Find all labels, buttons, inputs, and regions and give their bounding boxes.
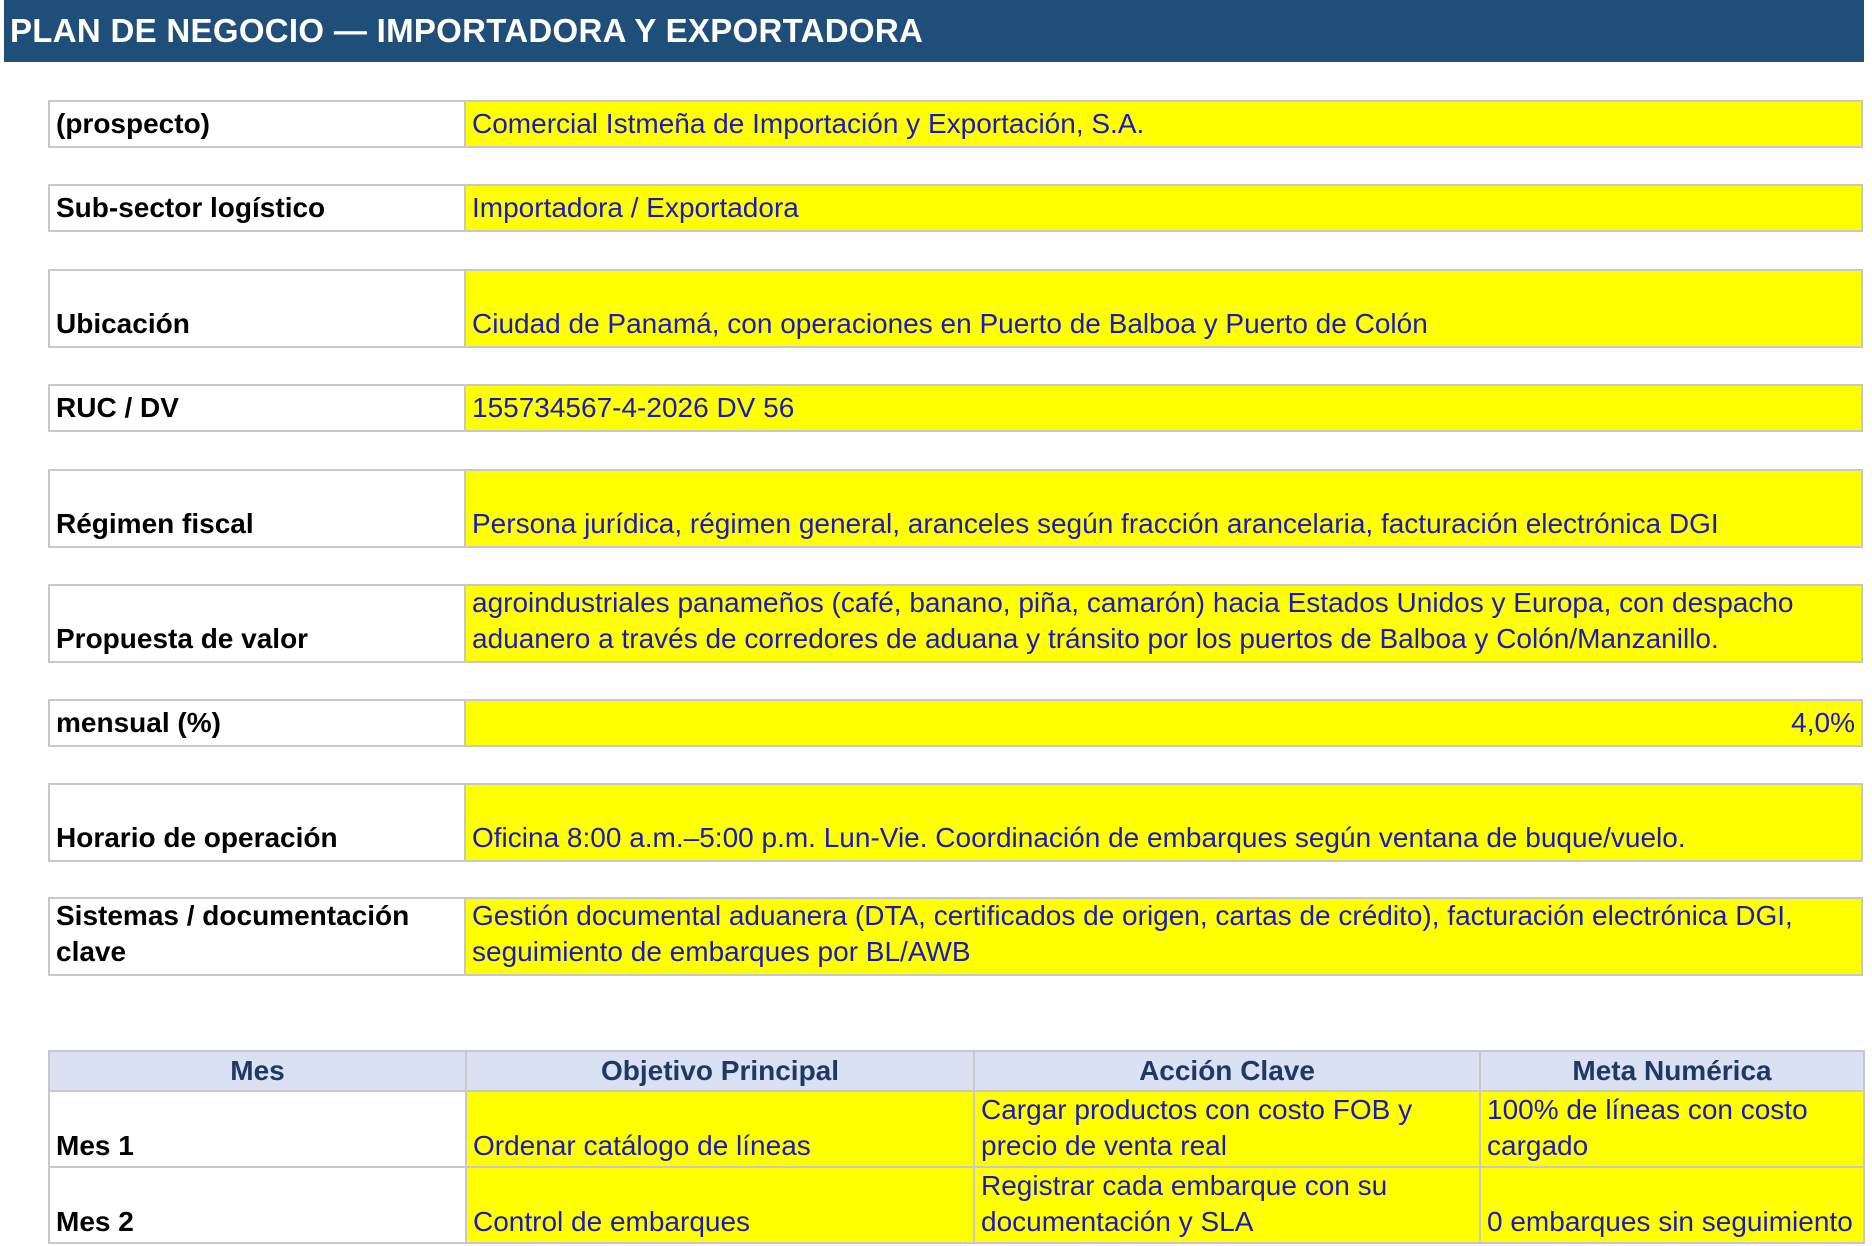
column-header-objective: Objetivo Principal	[466, 1051, 974, 1091]
field-value-monthly[interactable]: 4,0%	[466, 701, 1861, 745]
cell-objective[interactable]: Control de embarques	[466, 1167, 974, 1243]
field-label-ruc: RUC / DV	[50, 386, 466, 430]
field-value-tax-regime[interactable]: Persona jurídica, régimen general, aranceles según fracción arancelaria, facturación electrónica DGI	[466, 471, 1861, 546]
cell-month: Mes 1	[49, 1091, 466, 1167]
field-row-tax-regime	[48, 469, 1863, 548]
column-header-action: Acción Clave	[974, 1051, 1480, 1091]
field-value-prospect[interactable]: Comercial Istmeña de Importación y Exportación, S.A.	[466, 102, 1861, 146]
field-value-location[interactable]: Ciudad de Panamá, con operaciones en Puerto de Balboa y Puerto de Colón	[466, 271, 1861, 346]
field-label-value-prop: Propuesta de valor	[50, 586, 466, 661]
field-row-location	[48, 269, 1863, 348]
field-label-systems: Sistemas / documentación clave	[50, 899, 466, 974]
field-row-prospect	[48, 100, 1863, 148]
field-row-value-prop	[48, 584, 1863, 663]
field-value-value-prop[interactable]: agroindustriales panameños (café, banano, piña, camarón) hacia Estados Unidos y Europa, con despacho aduanero a través de corredores de aduana y tránsito por los puertos de Balboa y Colón/Manzanillo.	[466, 586, 1861, 661]
table-row	[49, 1167, 1864, 1243]
cell-action[interactable]: Cargar productos con costo FOB y precio de venta real	[974, 1091, 1480, 1167]
field-row-ruc	[48, 384, 1863, 432]
field-label-location: Ubicación	[50, 271, 466, 346]
cell-objective[interactable]: Ordenar catálogo de líneas	[466, 1091, 974, 1167]
field-value-hours[interactable]: Oficina 8:00 a.m.–5:00 p.m. Lun-Vie. Coordinación de embarques según ventana de buque/vuelo.	[466, 785, 1861, 860]
field-row-monthly	[48, 699, 1863, 747]
page-title: PLAN DE NEGOCIO — IMPORTADORA Y EXPORTADORA	[10, 12, 924, 49]
plan-table-header	[49, 1051, 1864, 1091]
field-label-prospect: (prospecto)	[50, 102, 466, 146]
field-value-ruc[interactable]: 155734567-4-2026 DV 56	[466, 386, 1861, 430]
field-value-subsector[interactable]: Importadora / Exportadora	[466, 186, 1861, 230]
cell-month: Mes 2	[49, 1167, 466, 1243]
field-row-hours	[48, 783, 1863, 862]
column-header-month: Mes	[49, 1051, 466, 1091]
field-value-systems[interactable]: Gestión documental aduanera (DTA, certificados de origen, cartas de crédito), facturación electrónica DGI, seguimiento de embarques por BL/AWB	[466, 899, 1861, 974]
field-label-tax-regime: Régimen fiscal	[50, 471, 466, 546]
field-row-systems	[48, 897, 1863, 976]
field-label-subsector: Sub-sector logístico	[50, 186, 466, 230]
cell-action[interactable]: Registrar cada embarque con su documentación y SLA	[974, 1167, 1480, 1243]
title-bar	[4, 0, 1864, 62]
field-label-monthly: mensual (%)	[50, 701, 466, 745]
column-header-target: Meta Numérica	[1480, 1051, 1864, 1091]
field-label-hours: Horario de operación	[50, 785, 466, 860]
field-row-subsector	[48, 184, 1863, 232]
cell-target[interactable]: 100% de líneas con costo cargado	[1480, 1091, 1864, 1167]
plan-table	[48, 1050, 1865, 1244]
cell-target[interactable]: 0 embarques sin seguimiento	[1480, 1167, 1864, 1243]
table-row	[49, 1091, 1864, 1167]
